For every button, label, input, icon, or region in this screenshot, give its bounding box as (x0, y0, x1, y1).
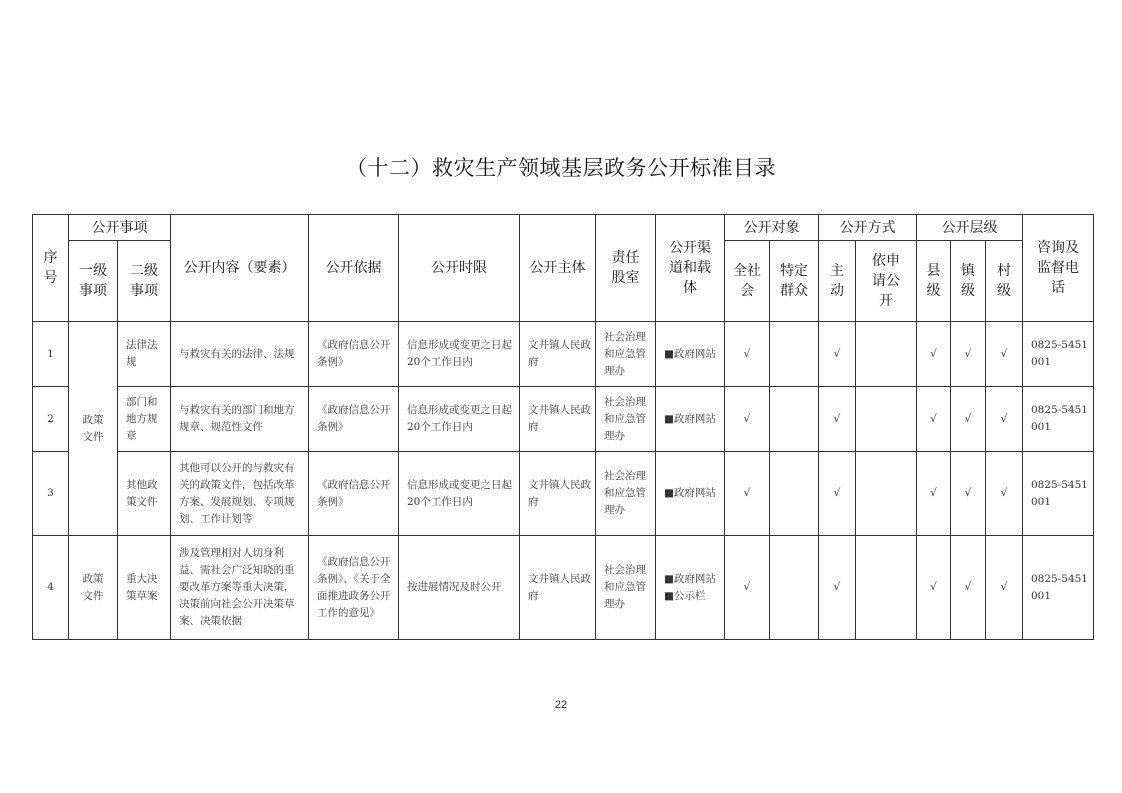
cell-content: 与救灾有关的部门和地方规章、规范性文件 (171, 387, 309, 452)
catalog-table (32, 214, 1094, 640)
cell-level1: 政策文件 (69, 322, 118, 536)
cell-level-town: √ (951, 536, 986, 640)
cell-dept: 社会治理和应急管理办 (596, 387, 656, 452)
cell-subject: 文井镇人民政府 (520, 452, 596, 536)
cell-basis: 《政府信息公开条例》、《关于全面推进政务公开工作的意见》 (309, 536, 399, 640)
header-time-limit: 公开时限 (399, 215, 520, 322)
cell-method-active: √ (819, 536, 856, 640)
cell-channel (656, 322, 725, 387)
cell-level-county: √ (917, 387, 951, 452)
cell-method-active: √ (819, 387, 856, 452)
cell-time-limit: 信息形成或变更之日起20个工作日内 (399, 452, 520, 536)
cell-target-specific (770, 387, 819, 452)
cell-level2: 法律法规 (118, 322, 171, 387)
cell-phone: 0825-5451001 (1023, 387, 1094, 452)
cell-level-county: √ (917, 536, 951, 640)
cell-level-county: √ (917, 322, 951, 387)
channel-item: ■政府网站 (664, 487, 716, 499)
channel-item: ■公示栏 (664, 589, 706, 602)
cell-phone: 0825-5451001 (1023, 322, 1094, 387)
header-item-group: 公开事项 (69, 215, 171, 241)
cell-dept: 社会治理和应急管理办 (596, 536, 656, 640)
cell-time-limit: 按进展情况及时公开 (399, 536, 520, 640)
cell-seq: 2 (33, 387, 69, 452)
cell-target-all: √ (725, 452, 770, 536)
header-seq: 序号 (33, 215, 69, 322)
cell-time-limit: 信息形成或变更之日起20个工作日内 (399, 322, 520, 387)
cell-level2: 重大决策草案 (118, 536, 171, 640)
cell-method-active: √ (819, 322, 856, 387)
cell-basis: 《政府信息公开条例》 (309, 322, 399, 387)
cell-level2: 部门和地方规章 (118, 387, 171, 452)
cell-content: 涉及管理相对人切身利益、需社会广泛知晓的重要改革方案等重大决策，决策前向社会公开决策草案、决策依据 (171, 536, 309, 640)
channel-item: ■政府网站 (664, 412, 716, 425)
header-level-county: 县级 (917, 241, 951, 322)
cell-channel (656, 387, 725, 452)
cell-level-village: √ (986, 536, 1023, 640)
cell-seq: 4 (33, 536, 69, 640)
header-target-specific: 特定群众 (770, 241, 819, 322)
channel-item: ■政府网站 (664, 347, 716, 360)
table-row (33, 452, 1094, 536)
cell-basis: 《政府信息公开条例》 (309, 387, 399, 452)
cell-target-specific (770, 536, 819, 640)
header-level-town: 镇级 (951, 241, 986, 322)
channel-item: ■政府网站 (664, 572, 716, 585)
cell-method-apply (856, 452, 917, 536)
header-dept: 责任股室 (596, 215, 656, 322)
cell-phone: 0825-5451001 (1023, 536, 1094, 640)
header-level-group: 公开层级 (917, 215, 1023, 241)
header-level-village: 村级 (986, 241, 1023, 322)
cell-level-town: √ (951, 452, 986, 536)
header-content: 公开内容（要素） (171, 215, 309, 322)
cell-level-county: √ (917, 452, 951, 536)
cell-level-town: √ (951, 322, 986, 387)
cell-dept: 社会治理和应急管理办 (596, 322, 656, 387)
table-row (33, 536, 1094, 640)
header-phone: 咨询及监督电话 (1023, 215, 1094, 322)
table-row (33, 387, 1094, 452)
cell-level-village: √ (986, 322, 1023, 387)
cell-seq: 1 (33, 322, 69, 387)
cell-target-specific (770, 452, 819, 536)
header-target-all: 全社会 (725, 241, 770, 322)
cell-phone: 0825-5451001 (1023, 452, 1094, 536)
cell-subject: 文井镇人民政府 (520, 536, 596, 640)
cell-basis: 《政府信息公开条例》 (309, 452, 399, 536)
header-subject: 公开主体 (520, 215, 596, 322)
cell-content: 与救灾有关的法律、法规 (171, 322, 309, 387)
cell-level1: 政策文件 (69, 536, 118, 640)
cell-target-specific (770, 322, 819, 387)
cell-channel (656, 452, 725, 536)
header-basis: 公开依据 (309, 215, 399, 322)
page-title: （十二）救灾生产领域基层政务公开标准目录 (346, 156, 776, 180)
header-method-group: 公开方式 (819, 215, 917, 241)
cell-method-active: √ (819, 452, 856, 536)
cell-target-all: √ (725, 536, 770, 640)
cell-level-village: √ (986, 452, 1023, 536)
cell-method-apply (856, 536, 917, 640)
cell-level-town: √ (951, 387, 986, 452)
header-target-group: 公开对象 (725, 215, 819, 241)
header-method-apply: 依申请公开 (856, 241, 917, 322)
cell-target-all: √ (725, 387, 770, 452)
cell-method-apply (856, 387, 917, 452)
header-channel: 公开渠道和载体 (656, 215, 725, 322)
cell-target-all: √ (725, 322, 770, 387)
cell-time-limit: 信息形成或变更之日起20个工作日内 (399, 387, 520, 452)
header-method-active: 主动 (819, 241, 856, 322)
cell-method-apply (856, 322, 917, 387)
cell-dept: 社会治理和应急管理办 (596, 452, 656, 536)
cell-level-village: √ (986, 387, 1023, 452)
cell-content: 其他可以公开的与救灾有关的政策文件，包括改革方案、发展规划、专项规划、工作计划等 (171, 452, 309, 536)
table-row (33, 322, 1094, 387)
cell-subject: 文井镇人民政府 (520, 387, 596, 452)
header-level2: 二级事项 (118, 241, 171, 322)
page-number: 22 (554, 699, 568, 711)
cell-channel (656, 536, 725, 640)
cell-subject: 文井镇人民政府 (520, 322, 596, 387)
cell-level2: 其他政策文件 (118, 452, 171, 536)
cell-seq: 3 (33, 452, 69, 536)
header-level1: 一级事项 (69, 241, 118, 322)
